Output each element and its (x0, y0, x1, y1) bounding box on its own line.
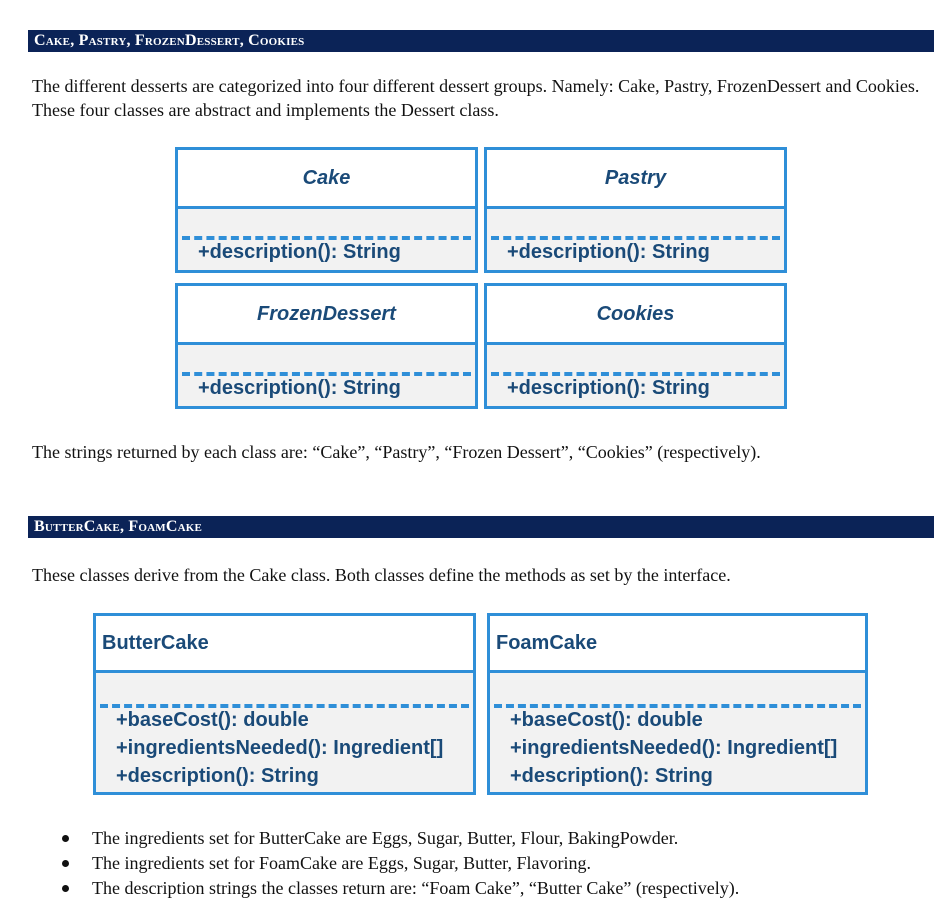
uml-class-foamcake (487, 613, 868, 795)
uml-class-pastry (484, 147, 787, 273)
section-heading-cakes: ButterCake, FoamCake (28, 516, 934, 538)
method-basecost: +baseCost(): double (510, 709, 703, 731)
class-name: FrozenDessert (178, 286, 475, 345)
class-name: Pastry (487, 150, 784, 209)
separator-dash (182, 236, 471, 240)
list-item (60, 876, 930, 901)
section-heading-desserts: Cake, Pastry, FrozenDessert, Cookies (28, 30, 934, 52)
class-name: FoamCake (490, 616, 865, 673)
uml-class-frozendessert (175, 283, 478, 409)
method-description: +description(): String (510, 765, 713, 787)
class-body (487, 209, 784, 270)
method-basecost: +baseCost(): double (116, 709, 309, 731)
bullet-icon (62, 835, 69, 842)
method-description: +description(): String (198, 241, 401, 263)
class-name: ButterCake (96, 616, 473, 673)
separator-dash (491, 236, 780, 240)
class-body (178, 209, 475, 270)
notes-list (60, 826, 930, 901)
method-ingredientsneeded: +ingredientsNeeded(): Ingredient[] (510, 737, 838, 759)
method-description: +description(): String (507, 377, 710, 399)
separator-dash (100, 704, 469, 708)
uml-class-buttercake (93, 613, 476, 795)
bullet-icon (62, 885, 69, 892)
uml-class-cookies (484, 283, 787, 409)
section-intro-cakes: These classes derive from the Cake class. Both classes define the methods as set by the interface. (32, 565, 731, 585)
list-item-text: The ingredients set for ButterCake are Eggs, Sugar, Butter, Flour, BakingPowder. (92, 828, 679, 848)
method-description: +description(): String (116, 765, 319, 787)
list-item-text: The description strings the classes return are: “Foam Cake”, “Butter Cake” (respectively). (92, 878, 740, 898)
returns-text: The strings returned by each class are: “Cake”, “Pastry”, “Frozen Dessert”, “Cookies” (respectively). (32, 442, 761, 462)
class-body (490, 673, 865, 792)
class-name: Cake (178, 150, 475, 209)
separator-dash (494, 704, 861, 708)
separator-dash (491, 372, 780, 376)
class-body (96, 673, 473, 792)
method-ingredientsneeded: +ingredientsNeeded(): Ingredient[] (116, 737, 444, 759)
list-item-text: The ingredients set for FoamCake are Eggs, Sugar, Butter, Flavoring. (92, 853, 591, 873)
separator-dash (182, 372, 471, 376)
list-item (60, 826, 930, 851)
bullet-icon (62, 860, 69, 867)
class-body (487, 345, 784, 406)
method-description: +description(): String (198, 377, 401, 399)
method-description: +description(): String (507, 241, 710, 263)
class-body (178, 345, 475, 406)
list-item (60, 851, 930, 876)
section-intro-desserts: The different desserts are categorized into four different dessert groups. Namely: Cake, Pastry, FrozenDessert and Cookies. These four classes are abstract and implements the Dessert class. (32, 76, 920, 120)
class-name: Cookies (487, 286, 784, 345)
uml-class-cake (175, 147, 478, 273)
